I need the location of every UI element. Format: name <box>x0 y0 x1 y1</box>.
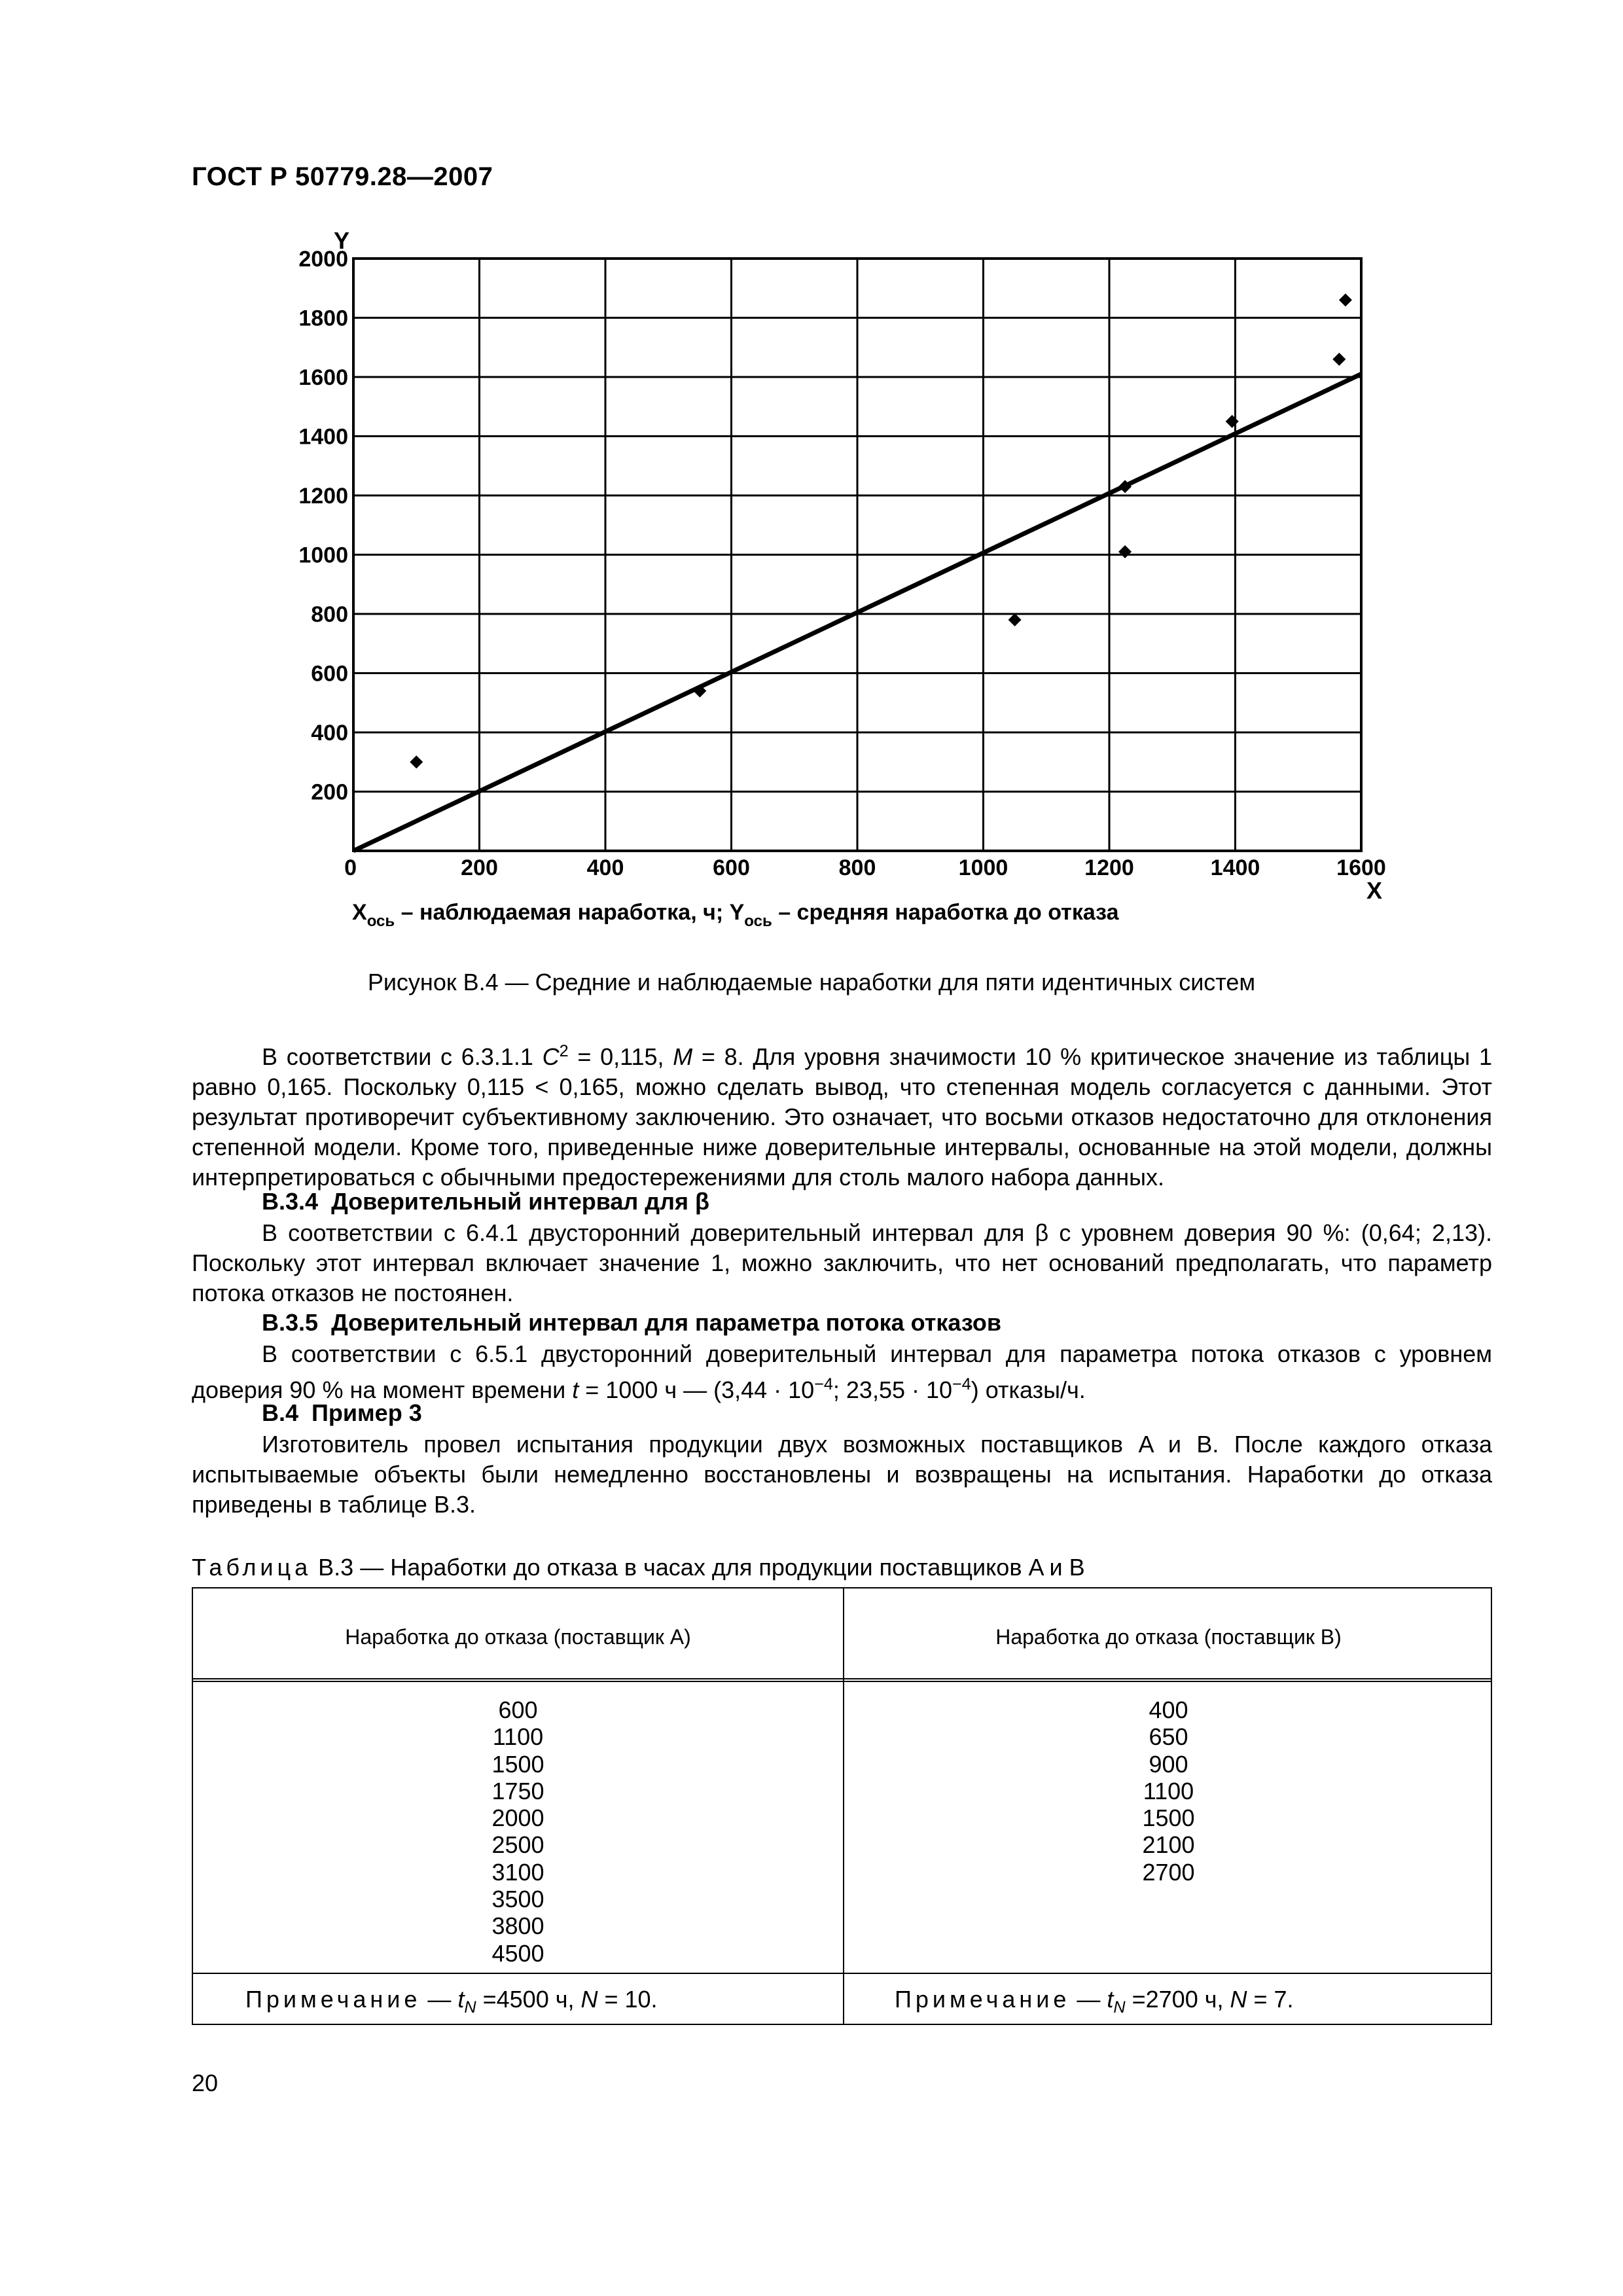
legend-y-text: – средняя наработка до отказа <box>772 900 1119 925</box>
y-tick-label: 1200 <box>298 484 348 509</box>
table-cell-supplier-a: 1100 <box>492 1723 544 1751</box>
paragraph-beta-interval: В соответствии с 6.4.1 двусторонний доверительный интервал для β с уровнем доверия 90 %: (0,64; 2,13). Поскольку этот интервал включает значение 1, можно заключить, что нет оснований предполагать, что параметр потока отказов не постоянен. <box>192 1219 1492 1306</box>
x-tick-label: 1000 <box>958 855 1008 880</box>
page-number: 20 <box>192 2070 219 2096</box>
x-axis-label: X <box>1366 877 1383 904</box>
table-cell-supplier-a: 3500 <box>491 1886 544 1913</box>
x-tick-label: 400 <box>586 855 624 880</box>
table-cell-supplier-a: 3100 <box>491 1858 544 1886</box>
y-tick-label: 400 <box>311 721 348 745</box>
section-heading-b4: B.4 Пример 3 <box>262 1399 422 1426</box>
y-tick-label: 1800 <box>298 306 348 331</box>
failure-times-table <box>192 1587 1492 2025</box>
x-tick-label: 1200 <box>1084 855 1134 880</box>
table-cell-supplier-b: 900 <box>1149 1750 1188 1778</box>
table-header-supplier-a: Наработка до отказа (поставщик A) <box>345 1625 691 1649</box>
table-column-supplier-b <box>844 1696 1493 1886</box>
y-tick-label: 1400 <box>298 424 348 450</box>
x-tick-label: 800 <box>838 855 876 880</box>
y-tick-label: 1000 <box>298 543 348 568</box>
table-note-supplier-a: Примечание — $t_N =4500$ ч, N = 10. <box>245 1986 658 2017</box>
chart-legend <box>352 900 1120 930</box>
legend-x-symbol: X <box>352 900 367 925</box>
data-point <box>1332 353 1346 366</box>
y-tick-label: 600 <box>311 661 348 687</box>
x-tick-label: 600 <box>713 855 750 880</box>
data-point <box>1226 415 1239 428</box>
data-point <box>1118 545 1132 558</box>
origin-label: 0 <box>344 855 357 880</box>
x-tick-label: 1600 <box>1336 855 1386 880</box>
table-cell-supplier-a: 600 <box>498 1696 538 1723</box>
table-column-supplier-a <box>193 1696 843 1967</box>
y-tick-label: 200 <box>311 780 348 805</box>
table-cell-supplier-b: 650 <box>1149 1723 1188 1751</box>
table-note-supplier-b: Примечание — $t_N =2700$ ч, N = 7. <box>895 1986 1294 2017</box>
document-header: ГОСТ Р 50779.28—2007 <box>192 162 493 191</box>
y-tick-label: 1600 <box>298 365 348 390</box>
table-cell-supplier-a: 1500 <box>491 1750 544 1778</box>
data-point <box>1008 613 1022 626</box>
table-title: Таблица B.3 — Наработки до отказа в часах для продукции поставщиков A и B <box>192 1554 1085 1581</box>
legend-y-symbol: Y <box>729 900 745 925</box>
scatter-chart <box>262 223 1440 949</box>
x-tick-label: 1400 <box>1210 855 1260 880</box>
y-tick-label: 800 <box>311 602 348 627</box>
table-cell-supplier-a: 2500 <box>491 1831 544 1859</box>
data-point <box>410 755 423 768</box>
x-tick-label: 200 <box>461 855 498 880</box>
y-tick-label: 2000 <box>298 247 348 272</box>
legend-y-sub: ось <box>744 912 772 930</box>
table-cell-supplier-b: 1100 <box>1143 1777 1194 1804</box>
table-cell-supplier-a: 2000 <box>491 1804 544 1832</box>
table-cell-supplier-b: 1500 <box>1142 1804 1195 1832</box>
table-cell-supplier-b: 2100 <box>1142 1831 1195 1859</box>
table-cell-supplier-a: 3800 <box>491 1912 544 1940</box>
data-point <box>1339 293 1352 306</box>
y-axis-label: Y <box>333 227 350 254</box>
table-header-supplier-b: Наработка до отказа (поставщик B) <box>995 1625 1342 1649</box>
section-heading-b35: B.3.5 Доверительный интервал для параметра потока отказов <box>262 1309 1001 1336</box>
table-cell-supplier-b: 400 <box>1149 1696 1188 1723</box>
legend-x-sub: ось <box>366 912 395 930</box>
table-cell-supplier-a: 4500 <box>491 1939 544 1967</box>
section-heading-b34: B.3.4 Доверительный интервал для β <box>262 1188 709 1215</box>
paragraph-goodness-of-fit: В соответствии с 6.3.1.1 $C^2 = 0,115$, M = 8. Для уровня значимости 10 % критическое значение из таблицы 1 равно 0,165. Поскольку 0,115 < 0,165, можно сделать вывод, что степенная модель согласуется с данными. Этот результат противоречит субъективному заключению. Это означает, что восьми отказов недостаточно для отклонения степенной модели. Кроме того, приведенные ниже доверительные интервалы, основанные на этой модели, должны интерпретироваться с обычными предостережениями для столь малого набора данных. <box>192 1042 1492 1191</box>
table-cell-supplier-b: 2700 <box>1142 1858 1195 1886</box>
figure-caption: Рисунок B.4 — Средние и наблюдаемые наработки для пяти идентичных систем <box>367 969 1256 996</box>
paragraph-example3: Изготовитель провел испытания продукции двух возможных поставщиков A и B. После каждого отказа испытываемые объекты были немедленно восстановлены и возвращены на испытания. Наработки до отказа приведены в таблице B.3. <box>192 1431 1492 1518</box>
table-cell-supplier-a: 1750 <box>491 1777 544 1804</box>
paragraph-rate-interval: В соответствии с 6.5.1 двусторонний доверительный интервал для параметра потока отказов с уровнем доверия 90 % на момент времени t = 1000 ч — ($3,44 \cdot 10^{-4}$; $23,55 \cdot 10^{-4}$) отказы/ч. <box>192 1340 1492 1403</box>
legend-x-text: – наблюдаемая наработка, ч; <box>395 900 730 925</box>
